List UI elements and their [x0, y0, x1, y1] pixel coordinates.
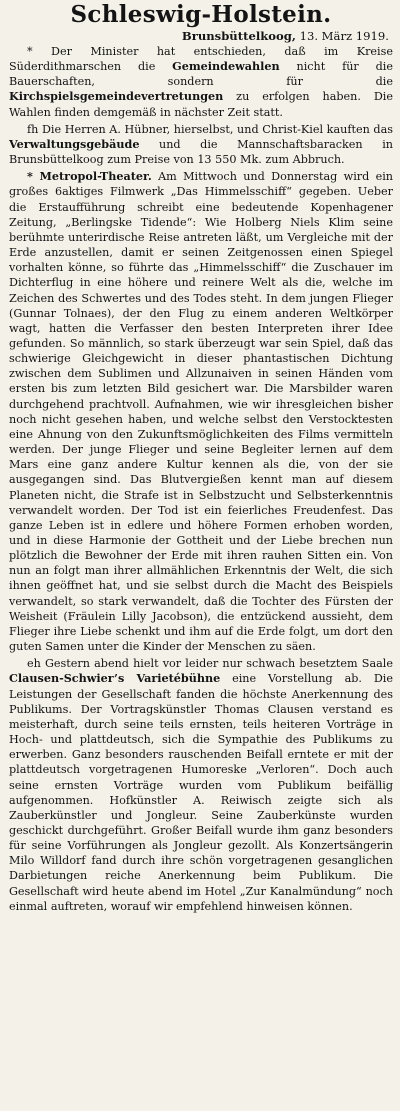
body-text: eine Vorstellung ab. Die Leistungen der Gesellschaft fanden die höchste Anerkennung des Publikums. Der Vortragskünstler Thomas Clausen verstand es meisterhaft, durch seine teils ernsten, teils heiteren Vorträge in Hoch- und plattdeutsch, sich die Sympathie des Publikums zu erwerben. Ganz besonders rauschenden Beifall erntete er mit der plattdeutsch vorgetragenen Humoreske „Verloren“. Doch auch seine ernsten Vorträge wurden vom Publikum beifällig aufgenommen. Hofkünstler A. Reiwisch zeigte sich als Zauberkünstler und Jongleur. Seine Zauberkünste wurden geschickt durchgeführt. Großer Beifall wurde ihm ganz besonders für seine Vorführungen als Jongleur gezollt. Als Konzertsängerin Milo Willdorf fand durch ihre schön vorgetragenen gesanglichen Darbietungen reiche Anerkennung beim Publikum. Die Gesellschaft wird heute abend im Hotel „Zur Kanalmündung“ noch einmal auftreten, worauf wir empfehlend hinweisen können.	[9, 672, 394, 913]
body-text: fh Die Herren A. Hübner, hierselbst, und Christ-Kiel kauften das	[27, 122, 393, 136]
body-text: eh Gestern abend hielt vor leider nur schwach besetztem Saale	[27, 657, 393, 671]
news-item-gemeindewahlen	[9, 44, 393, 120]
body-text: zu erfolgen haben. Die Wahlen finden demgemäß in nächster Zeit statt.	[9, 90, 393, 119]
body-text: und die Mannschaftsbaracken in Brunsbüttelkoog zum Preise von 13 550 Mk. zum Abbruch.	[9, 137, 393, 167]
bold-term: Verwaltungsgebäude	[9, 136, 140, 151]
section-heading: Schleswig-Holstein.	[70, 1, 332, 28]
bold-term: * Metropol-Theater.	[27, 169, 152, 184]
body-text: nicht für die Bauerschaften, sondern für die	[9, 60, 393, 89]
news-item-verwaltungsgebaeude	[9, 122, 393, 167]
body-text: Am Mittwoch und Donnerstag wird ein großes 6aktiges Filmwerk „Das Himmelsschiff“ gegeben. Ueber die Erstaufführung schreibt eine bedeutende Kopenhagener Zeitung, „Berlingske Tidende“: Wie Holberg Niels Klim seine berühmte unterirdische Reise antreten läßt, um Vergleiche mit der Erde anzustellen, damit er seinen Zeitgenossen einen Spiegel vorhalten könne, so führte das „Himmelsschiff“ die Zuschauer im Dichterflug in eine höhere und reinere Welt als die, welche im Zeichen des Schwertes und des Todes steht. In dem jungen Flieger (Gunnar Tolnaes), der den Flug zu einem anderen Weltkörper wagt, hatten die Verfasser den besten Interpreten ihrer Idee gefunden. So männlich, so stark überzeugt war sein Spiel, daß das schwierige Gleichgewicht in dieser phantastischen Dichtung zwischen dem Sublimen und Allzunaiven in seinen Händen vom ersten bis zum letzten Bild gesichert war. Die Marsbilder waren durchgehend prachtvoll. Aufnahmen, wie wir ihresgleichen bisher noch nicht gesehen haben, und welche selbst den Verstocktesten eine Ahnung von den Zukunftsmöglichkeiten des Films vermitteln werden. Der junge Flieger und seine Begleiter lernen auf dem Mars eine ganz andere Kultur kennen als die, von der sie ausgegangen sind. Das Blutvergießen kennt man auf diesem Planeten nicht, die Strafe ist in Selbstzucht und Selbsterkenntnis verwandelt worden. Der Tod ist ein feierliches Freudenfest. Das ganze Leben ist in edlere und höhere Formen erhoben worden, und in diese Harmonie der Gottheit und der Liebe brechen nun plötzlich die Bewohner der Erde mit ihren rauhen Sitten ein. Von nun an folgt man ihrer allmählichen Erkenntnis der Welt, die sich ihnen geöffnet hat, und sie selbst durch die Macht des Beispiels verwandelt, so stark verwandelt, daß die Tochter des Fürsten der Weisheit (Fräulein Lilly Jacobson), die entzückend aussieht, dem Flieger ihre Liebe schenkt und ihm auf die Erde folgt, um dort den guten Samen unter die Kinder der Menschen zu säen.	[9, 170, 394, 654]
news-item-variete	[9, 656, 393, 914]
bold-term: Gemeindewahlen	[172, 59, 280, 74]
dateline-date: 13. März 1919.	[299, 29, 389, 43]
body-text: * Der Minister hat entschieden, daß im Kreise Süderdithmarschen die	[9, 45, 393, 74]
bold-term: Kirchspielsgemeindevertretungen	[9, 89, 224, 104]
bold-term: Clausen-Schwier’s Varietébühne	[9, 671, 221, 686]
dateline	[9, 30, 389, 43]
news-item-metropol-theater	[9, 169, 393, 654]
dateline-place: Brunsbüttelkoog,	[181, 29, 296, 43]
